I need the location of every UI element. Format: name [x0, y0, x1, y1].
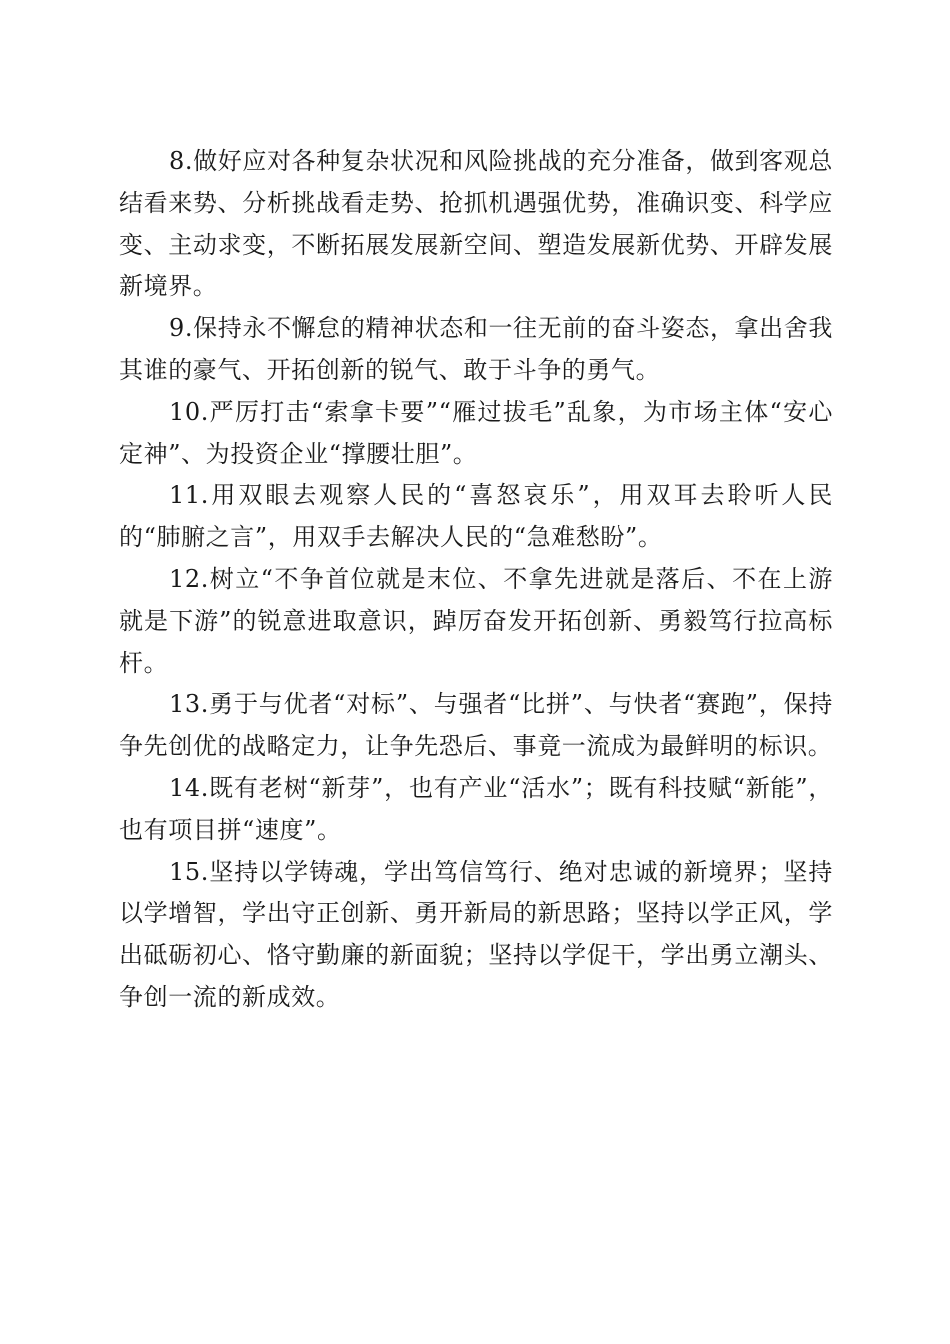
- paragraph-10: 10.严厉打击“索拿卡要”“雁过拔毛”乱象，为市场主体“安心定神”、为投资企业“撑腰壮胆”。: [119, 397, 833, 468]
- paragraph-12: 12.树立“不争首位就是末位、不拿先进就是落后、不在上游就是下游”的锐意进取意识，踔厉奋发开拓创新、勇毅笃行拉高标杆。: [119, 564, 833, 677]
- document-body: [119, 141, 833, 1019]
- paragraph-8: 8.做好应对各种复杂状况和风险挑战的充分准备，做到客观总结看来势、分析挑战看走势、抢抓机遇强优势，准确识变、科学应变、主动求变，不断拓展发展新空间、塑造发展新优势、开辟发展新境界。: [119, 147, 833, 301]
- paragraph-14: 14.既有老树“新芽”，也有产业“活水”；既有科技赋“新能”，也有项目拼“速度”。: [119, 773, 833, 844]
- paragraph-9: 9.保持永不懈怠的精神状态和一往无前的奋斗姿态，拿出舍我其谁的豪气、开拓创新的锐气、敢于斗争的勇气。: [119, 314, 833, 384]
- paragraph-11: 11.用双眼去观察人民的“喜怒哀乐”，用双耳去聆听人民的“肺腑之言”，用双手去解决人民的“急难愁盼”。: [119, 481, 833, 552]
- paragraph-15: 15.坚持以学铸魂，学出笃信笃行、绝对忠诚的新境界；坚持以学增智，学出守正创新、勇开新局的新思路；坚持以学正风，学出砥砺初心、恪守勤廉的新面貌；坚持以学促干，学出勇立潮头、争创一流的新成效。: [119, 857, 833, 1011]
- paragraph-13: 13.勇于与优者“对标”、与强者“比拼”、与快者“赛跑”，保持争先创优的战略定力，让争先恐后、事竟一流成为最鲜明的标识。: [119, 690, 833, 761]
